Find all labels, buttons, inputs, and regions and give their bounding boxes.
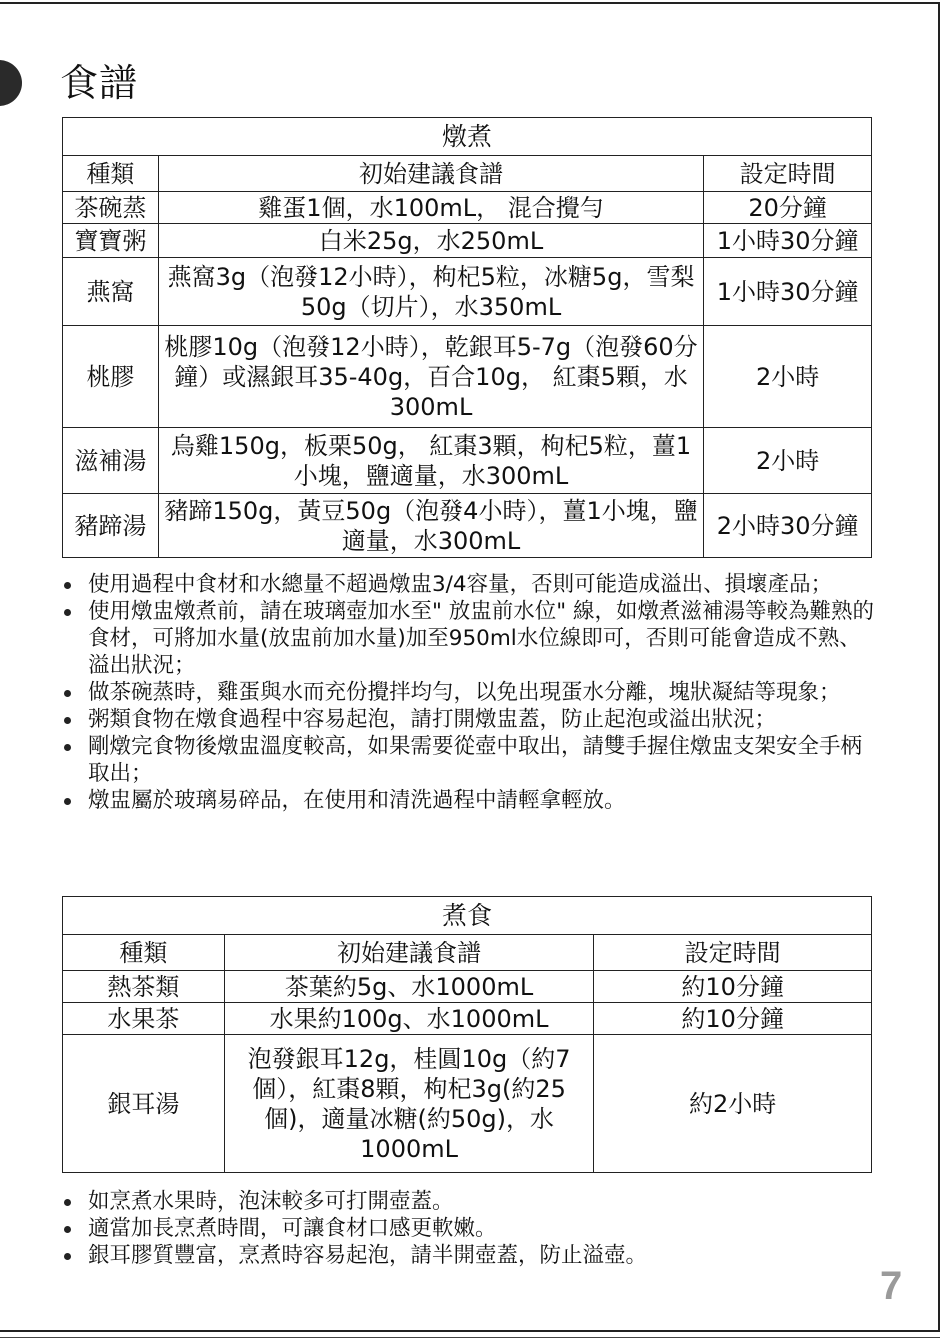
table-row [63, 971, 872, 1003]
cell-time: 1小時30分鐘 [704, 224, 872, 258]
cell-time: 約10分鐘 [594, 1003, 872, 1035]
page-title: 食譜 [60, 61, 139, 105]
cell-type: 豬蹄湯 [63, 494, 159, 558]
table-row [63, 494, 872, 558]
bullet-icon [64, 1199, 71, 1206]
cell-type: 滋補湯 [63, 428, 159, 494]
table-caption: 燉煮 [63, 118, 872, 156]
table-row [63, 258, 872, 326]
cell-type: 茶碗蒸 [63, 192, 159, 224]
note-text: 剛燉完食物後燉盅溫度較高，如果需要從壺中取出，請雙手握住燉盅支架安全手柄取出； [88, 734, 863, 786]
cell-recipe: 雞蛋1個，水100mL， 混合攪勻 [158, 192, 703, 224]
header-recipe: 初始建議食譜 [224, 935, 594, 971]
cell-time: 約2小時 [594, 1035, 872, 1173]
cell-time: 2小時 [704, 326, 872, 428]
table-row [63, 192, 872, 224]
cell-recipe: 茶葉約5g、水1000mL [224, 971, 594, 1003]
bullet-icon [64, 744, 71, 751]
cell-recipe: 桃膠10g（泡發12小時），乾銀耳5-7g（泡發60分鐘）或濕銀耳35-40g，百合10g， 紅棗5顆，水300mL [158, 326, 703, 428]
cell-recipe: 烏雞150g，板栗50g， 紅棗3顆，枸杞5粒，薑1小塊，鹽適量，水300mL [158, 428, 703, 494]
note-text: 燉盅屬於玻璃易碎品，在使用和清洗過程中請輕拿輕放。 [88, 788, 626, 813]
list-item [62, 598, 874, 679]
bullet-icon [64, 798, 71, 805]
cell-type: 熱茶類 [63, 971, 225, 1003]
cell-time: 2小時 [704, 428, 872, 494]
list-item [62, 733, 874, 787]
bullet-icon [64, 582, 71, 589]
table-caption: 煮食 [63, 897, 872, 935]
cell-time: 2小時30分鐘 [704, 494, 872, 558]
cell-time: 約10分鐘 [594, 971, 872, 1003]
bullet-icon [64, 717, 71, 724]
note-text: 使用過程中食材和水總量不超過燉盅3/4容量，否則可能造成溢出、損壞產品； [88, 572, 833, 597]
table-row [63, 326, 872, 428]
header-type: 種類 [63, 935, 225, 971]
list-item [62, 706, 874, 733]
cell-type: 燕窩 [63, 258, 159, 326]
list-item [62, 1188, 874, 1215]
boil-recipe-table [62, 896, 872, 1173]
bullet-icon [64, 1226, 71, 1233]
boil-notes-list [62, 1188, 874, 1269]
cell-type: 銀耳湯 [63, 1035, 225, 1173]
note-text: 銀耳膠質豐富，烹煮時容易起泡，請半開壺蓋，防止溢壺。 [88, 1243, 648, 1268]
cell-time: 20分鐘 [704, 192, 872, 224]
stew-recipe-table [62, 117, 872, 558]
page-border-right [938, 2, 940, 1332]
cell-type: 水果茶 [63, 1003, 225, 1035]
bullet-icon [64, 1253, 71, 1260]
header-time: 設定時間 [704, 156, 872, 192]
header-recipe: 初始建議食譜 [158, 156, 703, 192]
bullet-icon [64, 690, 71, 697]
cell-recipe: 水果約100g、水1000mL [224, 1003, 594, 1035]
note-text: 使用燉盅燉煮前，請在玻璃壺加水至" 放盅前水位" 線，如燉煮滋補湯等較為難熟的食材，可將加水量(放盅前加水量)加至950ml水位線即可，否則可能會造成不熟、溢出狀況； [88, 599, 874, 678]
cell-recipe: 燕窩3g（泡發12小時），枸杞5粒，冰糖5g，雪梨50g（切片），水350mL [158, 258, 703, 326]
cell-recipe: 豬蹄150g，黃豆50g（泡發4小時），薑1小塊，鹽適量，水300mL [158, 494, 703, 558]
page-number: 7 [880, 1264, 903, 1308]
section-tab-marker [0, 60, 22, 106]
table-row [63, 1035, 872, 1173]
cell-time: 1小時30分鐘 [704, 258, 872, 326]
note-text: 做茶碗蒸時，雞蛋與水而充份攪拌均勻，以免出現蛋水分離，塊狀凝結等現象； [88, 680, 841, 705]
note-text: 如烹煮水果時，泡沫較多可打開壺蓋。 [88, 1189, 454, 1214]
table-row [63, 428, 872, 494]
page-border-bottom [0, 1330, 940, 1332]
cell-type: 桃膠 [63, 326, 159, 428]
list-item [62, 679, 874, 706]
note-text: 適當加長烹煮時間，可讓食材口感更軟嫩。 [88, 1216, 497, 1241]
cell-recipe: 泡發銀耳12g，桂圓10g（約7個），紅棗8顆，枸杞3g(約25個)，適量冰糖(約50g)，水1000mL [224, 1035, 594, 1173]
stew-notes-list [62, 571, 874, 814]
page-border-bottom-rule [0, 1337, 940, 1338]
header-type: 種類 [63, 156, 159, 192]
note-text: 粥類食物在燉食過程中容易起泡，請打開燉盅蓋，防止起泡或溢出狀況； [88, 707, 777, 732]
cell-recipe: 白米25g，水250mL [158, 224, 703, 258]
list-item [62, 1242, 874, 1269]
header-time: 設定時間 [594, 935, 872, 971]
table-row [63, 224, 872, 258]
bullet-icon [64, 609, 71, 616]
table-row [63, 1003, 872, 1035]
list-item [62, 787, 874, 814]
list-item [62, 1215, 874, 1242]
list-item [62, 571, 874, 598]
page-border-top [0, 2, 940, 4]
cell-type: 寶寶粥 [63, 224, 159, 258]
